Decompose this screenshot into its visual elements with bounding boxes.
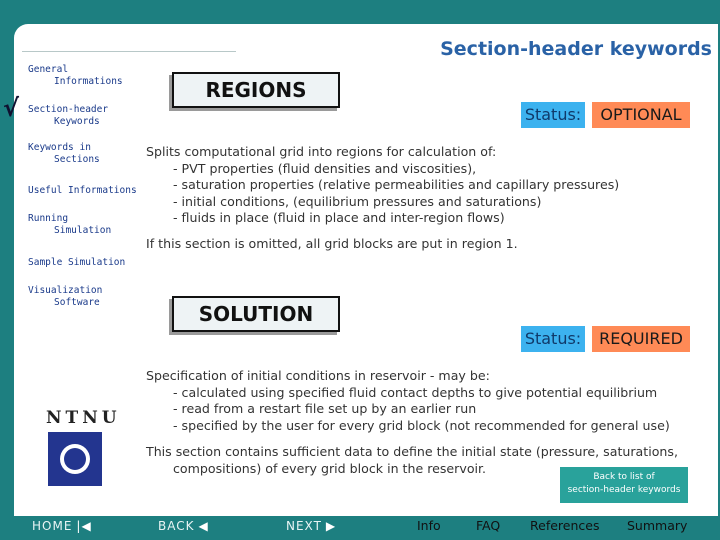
solution-note-line: This section contains sufficient data to define the initial state (pressure, saturations, (146, 444, 678, 459)
regions-description (146, 144, 619, 227)
next-label: NEXT (286, 519, 322, 533)
home-button[interactable] (32, 519, 92, 533)
solution-header: SOLUTION (172, 296, 340, 332)
solution-note-line: compositions) of every grid block in the reservoir. (173, 460, 487, 476)
logo-emblem-icon (48, 432, 102, 486)
content-panel (14, 24, 718, 516)
solution-intro: Specification of initial conditions in reservoir - may be: (146, 368, 490, 383)
back-label: BACK (158, 519, 195, 533)
sidebar-item-running-simulation[interactable] (28, 213, 140, 237)
sidebar-item-section-header-keywords[interactable] (28, 104, 140, 128)
sidebar-item-label: Keywords (54, 116, 100, 127)
regions-header: REGIONS (172, 72, 340, 108)
back-to-list-label: Back to list of (593, 472, 655, 482)
next-button[interactable] (286, 519, 336, 533)
divider (22, 51, 236, 52)
sidebar-item-label: Keywords in (28, 142, 91, 153)
ntnu-logo (46, 408, 121, 486)
sidebar-item-keywords-in-sections[interactable] (28, 142, 140, 166)
solution-description (146, 368, 670, 434)
regions-note: If this section is omitted, all grid blocks are put in region 1. (146, 236, 518, 251)
sidebar-item-label: Software (54, 297, 100, 308)
check-icon: √ (3, 94, 20, 122)
back-to-list-button[interactable] (560, 467, 688, 503)
sidebar-item-label: Sections (54, 154, 100, 165)
logo-ring (60, 444, 90, 474)
info-link[interactable]: Info (417, 518, 441, 533)
page-title: Section-header keywords (440, 38, 712, 60)
sidebar-item-label: Simulation (54, 225, 112, 236)
arrow-right-icon: ▶ (325, 519, 337, 533)
list-item: - specified by the user for every grid block (not recommended for general use) (173, 417, 670, 433)
back-to-list-label: section-header keywords (567, 485, 681, 495)
sidebar-item-label: Informations (54, 76, 123, 87)
list-item: - PVT properties (fluid densities and viscosities), (173, 160, 477, 176)
logo-dot (64, 448, 86, 470)
sidebar-item-useful-informations[interactable] (28, 185, 140, 197)
list-item: - calculated using specified fluid contact depths to give potential equilibrium (173, 384, 658, 400)
skip-back-icon: |◀ (76, 519, 92, 533)
regions-status-label: Status: (521, 102, 585, 128)
list-item: - fluids in place (fluid in place and inter-region flows) (173, 210, 505, 225)
sidebar-item-label: Sample Simulation (28, 257, 126, 268)
summary-link[interactable]: Summary (627, 518, 688, 533)
faq-link[interactable]: FAQ (476, 518, 501, 533)
arrow-left-icon: ◀ (198, 519, 209, 533)
sidebar-item-label: General (28, 64, 69, 75)
solution-status-value: REQUIRED (592, 326, 690, 352)
sidebar-item-label: Running (28, 213, 69, 224)
sidebar-item-label: Section-header (28, 104, 109, 115)
references-link[interactable]: References (530, 518, 600, 533)
home-label: HOME (32, 519, 73, 533)
solution-status-label: Status: (521, 326, 585, 352)
list-item: - read from a restart file set up by an earlier run (173, 401, 477, 416)
regions-status-value: OPTIONAL (592, 102, 690, 128)
sidebar-item-general-informations[interactable] (28, 64, 140, 88)
list-item: - initial conditions, (equilibrium pressures and saturations) (173, 193, 542, 209)
back-button[interactable] (158, 519, 209, 533)
sidebar-item-label: Visualization (28, 285, 103, 296)
sidebar-item-sample-simulation[interactable] (28, 257, 140, 269)
sidebar-item-visualization-software[interactable] (28, 285, 140, 309)
regions-intro: Splits computational grid into regions for calculation of: (146, 144, 497, 159)
sidebar-item-label: Useful Informations (28, 185, 137, 196)
list-item: - saturation properties (relative permeabilities and capillary pressures) (173, 177, 620, 192)
logo-text: NTNU (46, 408, 121, 428)
